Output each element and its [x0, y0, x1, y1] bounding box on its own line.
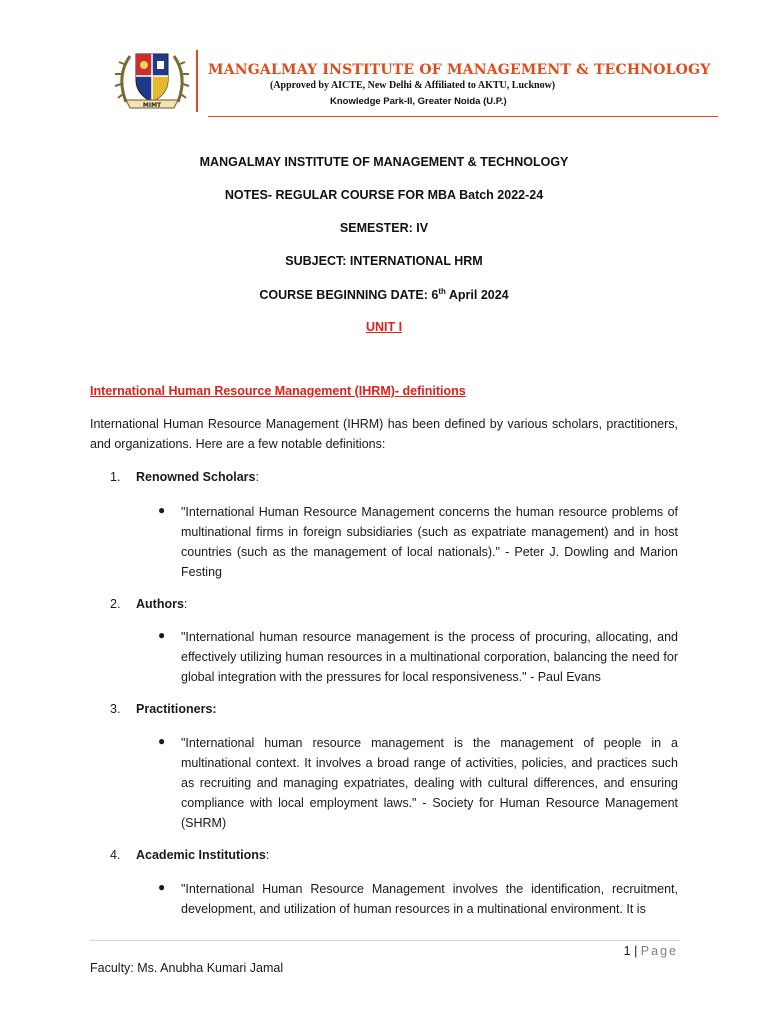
heading-unit-row: [0, 320, 768, 334]
bullet-text: "International Human Resource Management concerns the human resource problems of multinational firms in foreign subsidiaries (such as expatriate management) and in host countries (such as the management of local nationals)." - Peter J. Dowling and Marion Festing: [181, 505, 678, 579]
footer-rule: [90, 940, 680, 941]
institute-crest-logo: [112, 46, 192, 114]
svg-text:MIMT: MIMT: [142, 102, 162, 109]
list-item-colon: :: [183, 597, 188, 611]
list-item-2-heading: [110, 597, 187, 611]
letterhead: [112, 46, 711, 118]
letterhead-institute-name: MANGALMAY INSTITUTE OF MANAGEMENT & TECHNOLOGY: [208, 62, 711, 78]
page-label: Page: [640, 944, 678, 958]
list-item-4-heading: [110, 848, 269, 862]
letterhead-divider: [196, 50, 198, 112]
list-item-number: 1.: [110, 470, 121, 484]
list-item-title: Practitioners:: [136, 702, 217, 716]
page-number-value: 1: [623, 944, 631, 958]
list-item-title: Renowned Scholars: [136, 470, 256, 484]
heading-institute: MANGALMAY INSTITUTE OF MANAGEMENT & TECHNOLOGY: [199, 155, 569, 169]
bullet-icon: ●: [158, 628, 166, 642]
list-item-2-bullet: [158, 627, 678, 687]
list-item-title: Authors: [136, 597, 184, 611]
list-item-number: 3.: [110, 702, 121, 716]
letterhead-address: Knowledge Park-II, Greater Noida (U.P.): [330, 96, 507, 107]
heading-subject: SUBJECT: INTERNATIONAL HRM: [285, 254, 483, 268]
list-item-number: 4.: [110, 848, 121, 862]
heading-unit: UNIT I: [365, 320, 403, 334]
section-intro: International Human Resource Management (IHRM) has been defined by various scholars, practitioners, and organizations. Here are a few notable definitions:: [90, 417, 678, 451]
heading-semester: SEMESTER: IV: [339, 221, 429, 235]
page-number: [624, 944, 678, 958]
list-item-colon: :: [255, 470, 259, 484]
list-item-title: Academic Institutions: [136, 848, 266, 862]
bullet-text: "International human resource management is the process of procuring, allocating, and effectively utilizing human resources in a multinational corporation, balancing the need for global integration with the pressures for local responsiveness." - Paul Evans: [181, 630, 678, 684]
letterhead-rule: [208, 116, 718, 117]
bullet-text: "International Human Resource Management involves the identification, recruitment, development, and utilization of human resources in a multinational environment. It is: [181, 882, 678, 916]
bullet-text: "International human resource management is the management of people in a multinational context. It involves a broad range of activities, policies, and practices such as recruiting and managing expatriates, dealing with cultural differences, and ensuring compliance with local employment laws." - Society for Human Resource Management (SHRM): [181, 736, 678, 830]
list-item-colon: :: [265, 848, 270, 862]
faculty-name: Faculty: Ms. Anubha Kumari Jamal: [90, 961, 284, 975]
list-item-4-bullet: [158, 879, 678, 919]
list-item-3-heading: [110, 702, 217, 716]
heading-notes: NOTES- REGULAR COURSE FOR MBA Batch 2022-24: [224, 188, 544, 202]
course-date-suffix: April 2024: [445, 288, 509, 303]
bullet-icon: ●: [158, 734, 166, 748]
bullet-icon: ●: [158, 503, 166, 517]
list-item-1-bullet: [158, 502, 678, 582]
course-date-sup: th: [438, 287, 446, 296]
letterhead-approval: (Approved by AICTE, New Delhi & Affiliated to AKTU, Lucknow): [270, 80, 556, 91]
page-number-separator: |: [630, 944, 641, 958]
list-item-1-heading: [110, 470, 259, 484]
heading-course-date: [0, 287, 768, 302]
list-item-3-bullet: [158, 733, 678, 833]
course-date-prefix: COURSE BEGINNING DATE: 6: [259, 288, 439, 303]
section-title: International Human Resource Management (IHRM)- definitions: [90, 384, 466, 398]
list-item-number: 2.: [110, 597, 121, 611]
bullet-icon: ●: [158, 880, 166, 894]
